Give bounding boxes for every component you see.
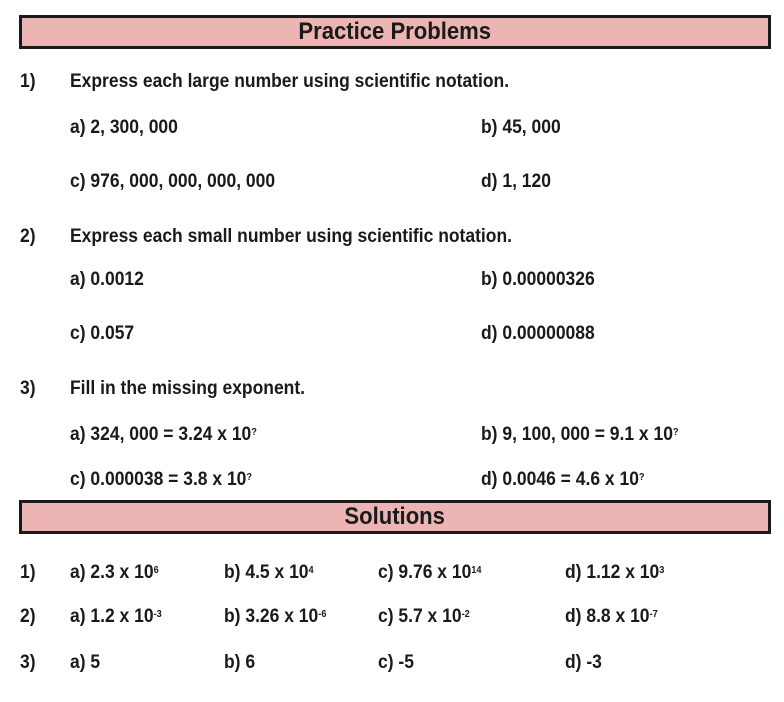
solution-2-number: 2) [20,606,36,627]
problem-2d: d) 0.00000088 [481,323,595,344]
problem-1a: a) 2, 300, 000 [70,117,178,138]
solution-2a: a) 1.2 x $10^{-3}$ [70,606,162,627]
problem-3a: a) 324, 000 = 3.24 x 10? [70,424,257,445]
solution-1b: b) 4.5 x $10^4$ [224,562,314,583]
problem-1b: b) 45, 000 [481,117,561,138]
problem-2c: c) 0.057 [70,323,135,344]
solution-3b: b) 6 [224,652,256,673]
solutions-banner [19,500,771,534]
problem-2b: b) 0.00000326 [481,269,595,290]
problem-3-number: 3) [20,378,36,399]
problem-2-instruction: Express each small number using scientific notation. [70,226,512,247]
solution-2d: d) 8.8 x $10^{-7}$ [565,606,658,627]
problem-1-instruction: Express each large number using scientific notation. [70,71,510,92]
problem-2a: a) 0.0012 [70,269,144,290]
solution-1-number: 1) [20,562,36,583]
solution-1c: c) 9.76 x $10^{14}$ [378,562,482,583]
solution-3d: d) -3 [565,652,602,673]
page-title: Practice Problems [298,18,492,45]
problem-3c: c) 0.000038 = 3.8 x 10? [70,469,253,490]
solution-2c: c) 5.7 x $10^{-2}$ [378,606,470,627]
solution-2b: b) 3.26 x $10^{-6}$ [224,606,327,627]
practice-problems-banner [19,15,771,49]
problem-2-number: 2) [20,226,36,247]
solution-3-number: 3) [20,652,36,673]
solution-1a: a) 2.3 x $10^6$ [70,562,159,583]
problem-1c: c) 976, 000, 000, 000, 000 [70,171,276,192]
solution-3a: a) 5 [70,652,101,673]
problem-3-instruction: Fill in the missing exponent. [70,378,306,399]
problem-3b: b) 9, 100, 000 = 9.1 x 10? [481,424,679,445]
problem-3d: d) 0.0046 = 4.6 x 10? [481,469,645,490]
solutions-title: Solutions [344,503,446,530]
problem-1d: d) 1, 120 [481,171,551,192]
problem-1-number: 1) [20,71,36,92]
solution-3c: c) -5 [378,652,414,673]
solution-1d: d) 1.12 x $10^3$ [565,562,665,583]
